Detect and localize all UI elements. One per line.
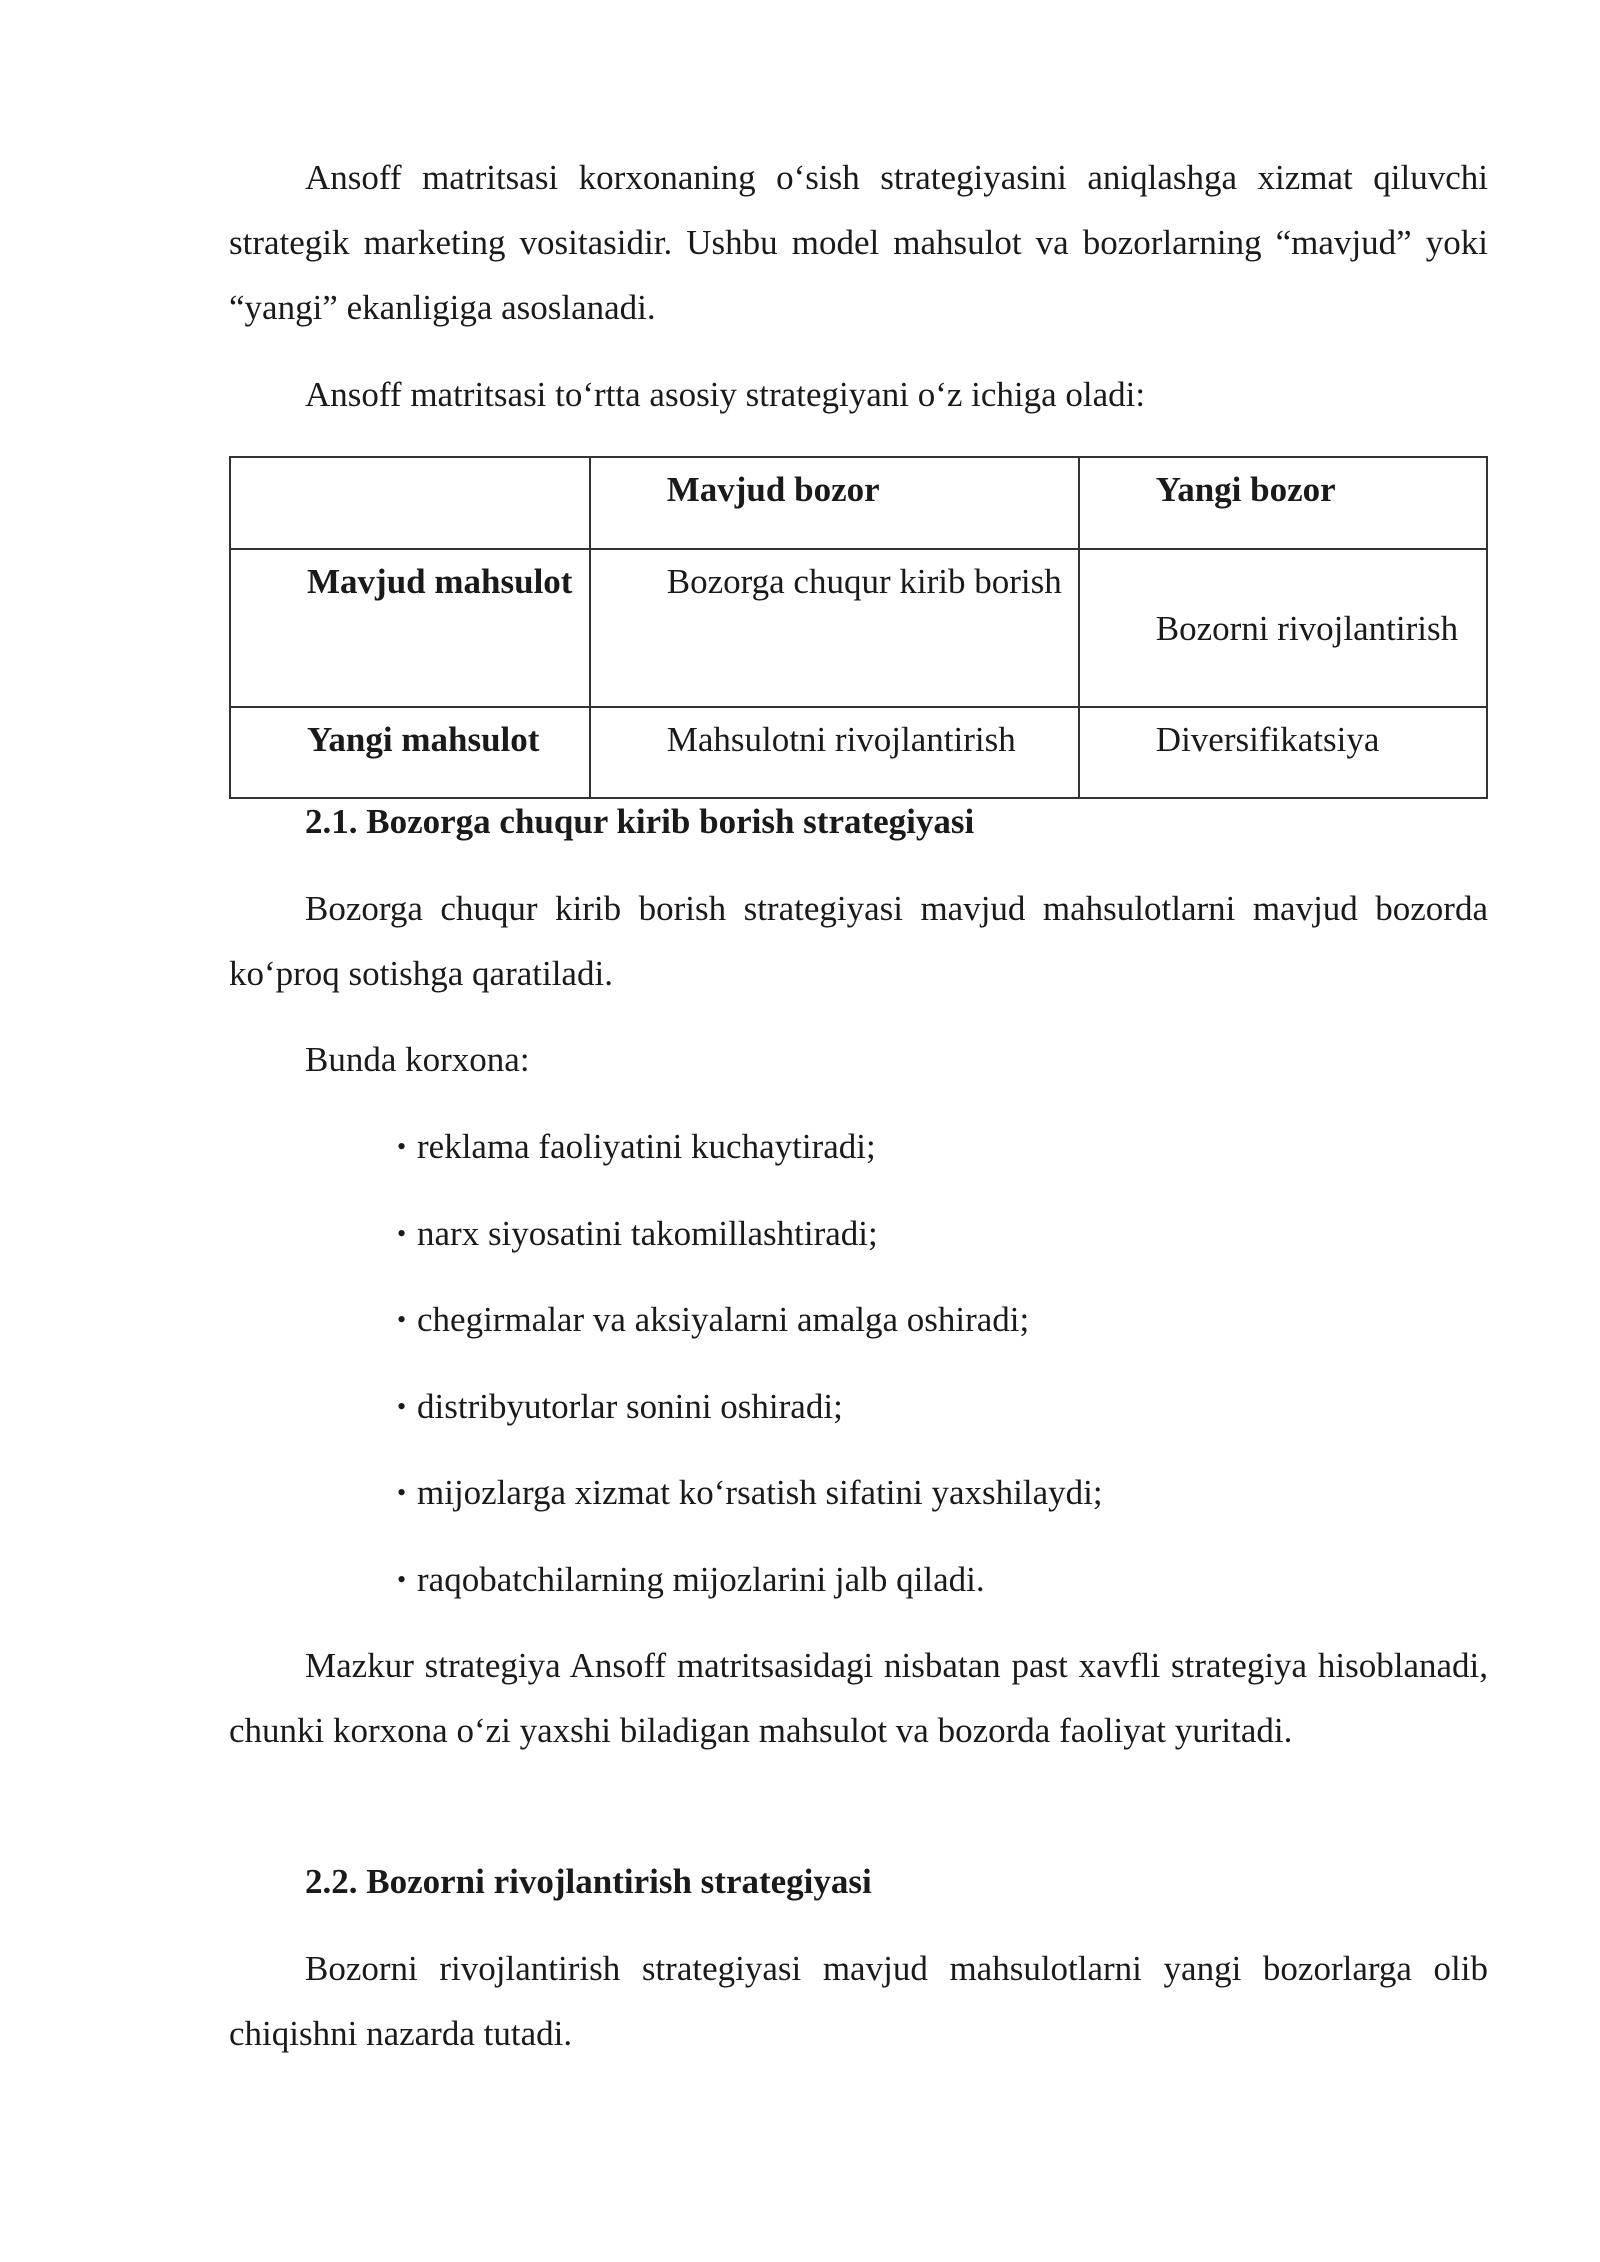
list-item-text: distribyutorlar sonini oshiradi; — [417, 1386, 843, 1426]
table-cell: Mahsulotni rivojlantirish — [590, 707, 1079, 798]
list-item-text: mijozlarga xizmat ko‘rsatish sifatini yaxshilaydi; — [417, 1473, 1103, 1512]
list-item — [397, 1287, 1103, 1374]
row-header-new-product: Yangi mahsulot — [230, 707, 590, 798]
list-item-text: raqobatchilarning mijozlarini jalb qiladi. — [417, 1559, 985, 1599]
row-header-existing-product: Mavjud mahsulot — [230, 549, 590, 707]
bullet-icon: • — [397, 1478, 407, 1507]
list-item — [397, 1201, 1103, 1288]
bullet-icon: • — [397, 1391, 407, 1421]
table-cell: Diversifikatsiya — [1079, 707, 1487, 798]
bullet-icon: • — [397, 1564, 407, 1594]
table-row — [230, 707, 1487, 798]
bullet-icon: • — [397, 1132, 407, 1161]
section-2-1-lead: Bunda korxona: — [305, 1040, 530, 1079]
ansoff-matrix-table — [229, 456, 1488, 799]
section-2-1-conclusion: Mazkur strategiya Ansoff matritsasidagi nisbatan past xavfli strategiya hisoblanadi, chunki korxona o‘zi yaxshi biladigan mahsulot va bozorda faoliyat yuritadi. — [229, 1646, 1488, 1750]
intro-lead: Ansoff matritsasi to‘rtta asosiy strategiyani o‘z ichiga oladi: — [305, 375, 1146, 414]
column-header-new-market: Yangi bozor — [1079, 457, 1487, 549]
list-item — [397, 1547, 1103, 1634]
bullet-list — [397, 1114, 1103, 1633]
list-item — [397, 1460, 1103, 1547]
list-item-text: reklama faoliyatini kuchaytiradi; — [417, 1127, 876, 1166]
section-heading-2-2: 2.2. Bozorni rivojlantirish strategiyasi — [305, 1862, 872, 1901]
list-item-text: narx siyosatini takomillashtiradi; — [417, 1213, 878, 1253]
intro-paragraph: Ansoff matritsasi korxonaning o‘sish strategiyasini aniqlashga xizmat qiluvchi strategik marketing vositasidir. Ushbu model mahsulot va bozorlarning “mavjud” yoki “yangi” ekanligiga asoslanadi. — [229, 158, 1488, 327]
list-item-text: chegirmalar va aksiyalarni amalga oshiradi; — [417, 1300, 1030, 1339]
section-heading-2-1: 2.1. Bozorga chuqur kirib borish strategiyasi — [305, 802, 975, 841]
table-cell: Bozorga chuqur kirib borish — [590, 549, 1079, 707]
section-2-2-paragraph: Bozorni rivojlantirish strategiyasi mavjud mahsulotlarni yangi bozorlarga olib chiqishni nazarda tutadi. — [229, 1949, 1488, 2053]
table-corner-cell — [230, 457, 590, 549]
table-header-row — [230, 457, 1487, 549]
section-2-1-paragraph: Bozorga chuqur kirib borish strategiyasi mavjud mahsulotlarni mavjud bozorda ko‘proq sotishga qaratiladi. — [229, 889, 1488, 993]
list-item — [397, 1374, 1103, 1461]
bullet-icon: • — [397, 1218, 407, 1248]
list-item — [397, 1114, 1103, 1201]
column-header-existing-market: Mavjud bozor — [590, 457, 1079, 549]
table-cell: Bozorni rivojlantirish — [1079, 549, 1487, 707]
table-row — [230, 549, 1487, 707]
bullet-icon: • — [397, 1305, 407, 1334]
